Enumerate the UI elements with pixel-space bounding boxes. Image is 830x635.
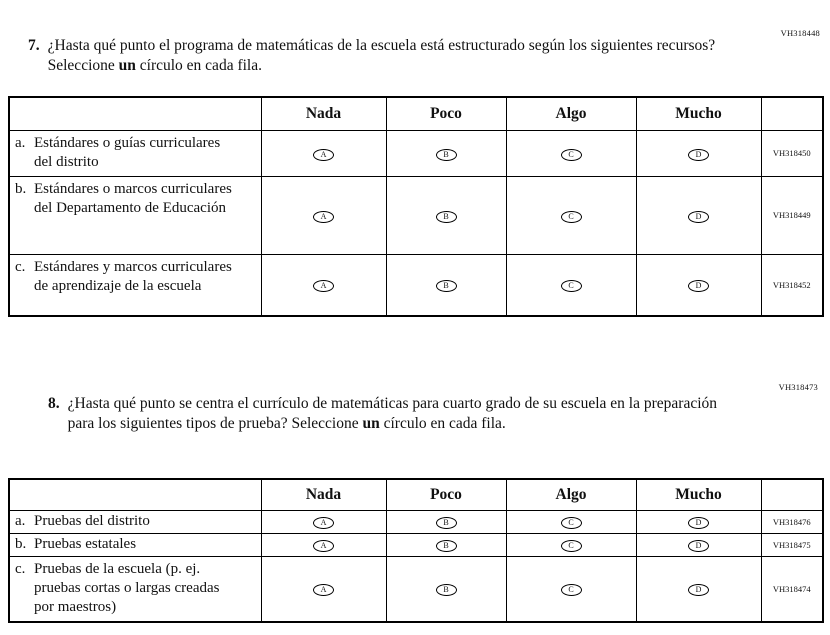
question-8-bold-word: un <box>362 415 380 432</box>
row-letter: c. <box>15 258 26 275</box>
answer-bubble-poco[interactable]: B <box>436 149 457 161</box>
question-8-ref-code: VH318473 <box>778 382 818 392</box>
answer-bubble-algo[interactable]: C <box>561 149 582 161</box>
answer-bubble-nada[interactable]: A <box>313 211 334 223</box>
answer-bubble-nada[interactable]: A <box>313 584 334 596</box>
table-header-row <box>9 479 823 510</box>
column-header-nada: Nada <box>261 479 386 510</box>
option-cell-nada <box>261 176 386 254</box>
row-label: Estándares o guías curriculares del distrito <box>34 134 221 170</box>
row-label: Estándares y marcos curriculares de aprendizaje de la escuela <box>34 258 232 294</box>
row-letter: b. <box>15 180 27 197</box>
question-7-text-before: ¿Hasta qué punto el programa de matemáticas de la escuela está estructurado según los siguientes recursos? Seleccione <box>47 37 716 74</box>
table-row <box>9 254 823 316</box>
option-cell-poco <box>386 130 506 176</box>
column-header-nada: Nada <box>261 97 386 130</box>
row-label-cell <box>9 254 261 316</box>
question-7-response-table <box>8 96 824 317</box>
option-cell-mucho <box>636 130 761 176</box>
table-row <box>9 176 823 254</box>
question-8-text-before: ¿Hasta qué punto se centra el currículo de matemáticas para cuarto grado de su escuela en la preparación para los siguientes tipos de prueba? Seleccione <box>67 395 718 432</box>
option-cell-poco <box>386 556 506 622</box>
answer-bubble-algo[interactable]: C <box>561 517 582 529</box>
column-header-mucho: Mucho <box>636 97 761 130</box>
row-label-cell <box>9 176 261 254</box>
option-cell-nada <box>261 254 386 316</box>
answer-bubble-poco[interactable]: B <box>436 517 457 529</box>
empty-corner-cell <box>9 97 261 130</box>
row-label-cell <box>9 510 261 533</box>
table-row <box>9 130 823 176</box>
column-header-mucho: Mucho <box>636 479 761 510</box>
row-label-cell <box>9 556 261 622</box>
answer-bubble-nada[interactable]: A <box>313 540 334 552</box>
table-row <box>9 510 823 533</box>
column-header-algo: Algo <box>506 97 636 130</box>
option-cell-mucho <box>636 510 761 533</box>
answer-bubble-mucho[interactable]: D <box>688 280 709 292</box>
answer-bubble-algo[interactable]: C <box>561 540 582 552</box>
answer-bubble-poco[interactable]: B <box>436 211 457 223</box>
answer-bubble-algo[interactable]: C <box>561 211 582 223</box>
option-cell-nada <box>261 533 386 556</box>
row-ref-code: VH318450 <box>761 130 823 176</box>
row-ref-code: VH318475 <box>761 533 823 556</box>
question-8-number: 8. <box>48 395 60 412</box>
column-header-algo: Algo <box>506 479 636 510</box>
option-cell-poco <box>386 510 506 533</box>
row-letter: a. <box>15 134 26 151</box>
empty-code-header-cell <box>761 97 823 130</box>
option-cell-algo <box>506 510 636 533</box>
answer-bubble-nada[interactable]: A <box>313 280 334 292</box>
row-label-cell <box>9 533 261 556</box>
question-7-text-after: círculo en cada fila. <box>135 57 262 74</box>
answer-bubble-mucho[interactable]: D <box>688 584 709 596</box>
option-cell-nada <box>261 510 386 533</box>
answer-bubble-poco[interactable]: B <box>436 540 457 552</box>
answer-bubble-algo[interactable]: C <box>561 584 582 596</box>
empty-corner-cell <box>9 479 261 510</box>
question-7-ref-code: VH318448 <box>780 28 820 38</box>
option-cell-nada <box>261 556 386 622</box>
table-row <box>9 556 823 622</box>
option-cell-algo <box>506 556 636 622</box>
question-7-text <box>48 36 720 76</box>
table-row <box>9 533 823 556</box>
answer-bubble-mucho[interactable]: D <box>688 211 709 223</box>
row-label-cell <box>9 130 261 176</box>
answer-bubble-nada[interactable]: A <box>313 517 334 529</box>
question-8 <box>48 394 738 434</box>
column-header-poco: Poco <box>386 97 506 130</box>
column-header-poco: Poco <box>386 479 506 510</box>
option-cell-algo <box>506 130 636 176</box>
option-cell-nada <box>261 130 386 176</box>
table-header-row <box>9 97 823 130</box>
option-cell-algo <box>506 533 636 556</box>
option-cell-algo <box>506 176 636 254</box>
row-label: Pruebas de la escuela (p. ej. pruebas cortas o largas creadas por maestros) <box>34 560 220 615</box>
answer-bubble-algo[interactable]: C <box>561 280 582 292</box>
option-cell-poco <box>386 533 506 556</box>
row-ref-code: VH318449 <box>761 176 823 254</box>
row-ref-code: VH318474 <box>761 556 823 622</box>
answer-bubble-poco[interactable]: B <box>436 584 457 596</box>
question-8-response-table <box>8 478 824 623</box>
question-7-bold-word: un <box>118 57 136 74</box>
option-cell-poco <box>386 254 506 316</box>
answer-bubble-mucho[interactable]: D <box>688 149 709 161</box>
row-letter: b. <box>15 536 27 552</box>
option-cell-poco <box>386 176 506 254</box>
row-ref-code: VH318452 <box>761 254 823 316</box>
option-cell-mucho <box>636 254 761 316</box>
row-label: Pruebas estatales <box>34 536 137 552</box>
question-7 <box>28 36 728 76</box>
empty-code-header-cell <box>761 479 823 510</box>
option-cell-mucho <box>636 176 761 254</box>
option-cell-mucho <box>636 556 761 622</box>
option-cell-algo <box>506 254 636 316</box>
answer-bubble-mucho[interactable]: D <box>688 517 709 529</box>
row-ref-code: VH318476 <box>761 510 823 533</box>
row-label: Pruebas del distrito <box>34 513 150 529</box>
answer-bubble-mucho[interactable]: D <box>688 540 709 552</box>
option-cell-mucho <box>636 533 761 556</box>
question-8-text-after: círculo en cada fila. <box>379 415 506 432</box>
answer-bubble-poco[interactable]: B <box>436 280 457 292</box>
row-letter: c. <box>15 560 26 577</box>
answer-bubble-nada[interactable]: A <box>313 149 334 161</box>
question-7-number: 7. <box>28 37 40 54</box>
question-8-text <box>68 394 738 434</box>
row-letter: a. <box>15 513 26 529</box>
row-label: Estándares o marcos curriculares del Departamento de Educación <box>34 180 232 216</box>
